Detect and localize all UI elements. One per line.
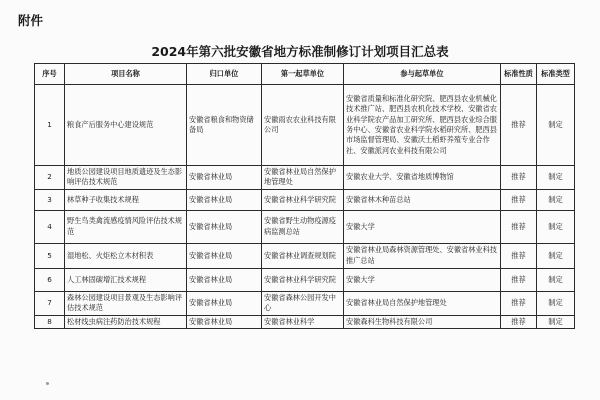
cell-nature: 推荐 (501, 243, 537, 268)
cell-type: 制定 (537, 210, 575, 243)
cell-first: 安徽省林业科学 (262, 315, 344, 328)
cell-org: 安徽省林业局 (187, 210, 262, 243)
page-title: 2024年第六批安徽省地方标准制修订计划项目汇总表 (151, 44, 449, 59)
cell-nature: 推荐 (501, 189, 537, 210)
cell-name: 地质公园建设项目地质遗迹及生态影响评估技术规范 (65, 166, 187, 190)
table-row (35, 243, 575, 268)
cell-first: 安徽雨农农业科技有限公司 (262, 85, 344, 166)
cell-org: 安徽省林业局 (187, 166, 262, 190)
table-row (35, 268, 575, 291)
header-no: 序号 (35, 64, 65, 85)
cell-name: 人工林固碳增汇技术规程 (65, 268, 187, 291)
cell-nature: 推荐 (501, 291, 537, 315)
cell-nature: 推荐 (501, 315, 537, 328)
header-others: 参与起草单位 (344, 64, 501, 85)
cell-no: 1 (35, 85, 65, 166)
cell-no: 2 (35, 166, 65, 190)
table-row (35, 210, 575, 243)
cell-type: 制定 (537, 189, 575, 210)
cell-type: 制定 (537, 85, 575, 166)
cell-name: 湿地松、火炬松立木材积表 (65, 243, 187, 268)
attachment-label: 附件 (18, 13, 44, 28)
cell-name: 林草种子收集技术规程 (65, 189, 187, 210)
cell-no: 7 (35, 291, 65, 315)
cell-others: 安徽省质量和标准化研究院、肥西县农业机械化技术推广站、肥西县农机化技术学校、安徽省农业科学院农产品加工研究所、肥西县农业综合服务中心、安徽省农业科学院水稻研究所、肥西县市场监督管理局、安徽沃土稻虾养殖专业合作社、安徽派河农业科技有限公司 (344, 85, 501, 166)
cell-name: 野生鸟类禽流感疫情风险评估技术规范 (65, 210, 187, 243)
cell-type: 制定 (537, 243, 575, 268)
table-row (35, 189, 575, 210)
cell-others: 安徽省林业局森林资源管理处、安徽省林业科技推广总站 (344, 243, 501, 268)
cell-no: 8 (35, 315, 65, 328)
cell-name: 森林公园建设项目景观及生态影响评估技术规范 (65, 291, 187, 315)
header-nature: 标准性质 (501, 64, 537, 85)
cell-others: 安徽森科生物科技有限公司 (344, 315, 501, 328)
cell-others: 安徽大学 (344, 210, 501, 243)
cell-name: 粮食产后服务中心建设规范 (65, 85, 187, 166)
cell-type: 制定 (537, 291, 575, 315)
table-header-row (35, 64, 575, 85)
cell-type: 制定 (537, 315, 575, 328)
table-row (35, 166, 575, 190)
cell-first: 安徽省林业科学研究院 (262, 268, 344, 291)
cell-nature: 推荐 (501, 210, 537, 243)
cell-others: 安徽省林业局自然保护地管理处 (344, 291, 501, 315)
cell-type: 制定 (537, 268, 575, 291)
table-row (35, 85, 575, 166)
cell-no: 4 (35, 210, 65, 243)
cell-no: 5 (35, 243, 65, 268)
cell-first: 安徽省林业调查规划院 (262, 243, 344, 268)
cell-first: 安徽省林业局自然保护地管理处 (262, 166, 344, 190)
cell-org: 安徽省粮食和物资储备局 (187, 85, 262, 166)
table-row (35, 315, 575, 328)
cell-org: 安徽省林业局 (187, 291, 262, 315)
cell-first: 安徽省林业科学研究院 (262, 189, 344, 210)
cell-name: 松材线虫病注药防治技术规程 (65, 315, 187, 328)
cell-others: 安徽省林木种苗总站 (344, 189, 501, 210)
table-row (35, 291, 575, 315)
cell-type: 制定 (537, 166, 575, 190)
cell-org: 安徽省林业局 (187, 243, 262, 268)
cell-no: 6 (35, 268, 65, 291)
header-name: 项目名称 (65, 64, 187, 85)
cell-others: 安徽农业大学、安徽省地质博物馆 (344, 166, 501, 190)
cell-first: 安徽省森林公园开发中心 (262, 291, 344, 315)
scan-speck (46, 382, 49, 385)
cell-org: 安徽省林业局 (187, 189, 262, 210)
header-org: 归口单位 (187, 64, 262, 85)
cell-nature: 推荐 (501, 166, 537, 190)
standards-table (34, 63, 575, 329)
cell-nature: 推荐 (501, 85, 537, 166)
cell-org: 安徽省林业局 (187, 315, 262, 328)
header-first: 第一起草单位 (262, 64, 344, 85)
cell-others: 安徽大学 (344, 268, 501, 291)
cell-first: 安徽省野生动物疫源疫病监测总站 (262, 210, 344, 243)
cell-no: 3 (35, 189, 65, 210)
cell-org: 安徽省林业局 (187, 268, 262, 291)
header-type: 标准类型 (537, 64, 575, 85)
cell-nature: 推荐 (501, 268, 537, 291)
